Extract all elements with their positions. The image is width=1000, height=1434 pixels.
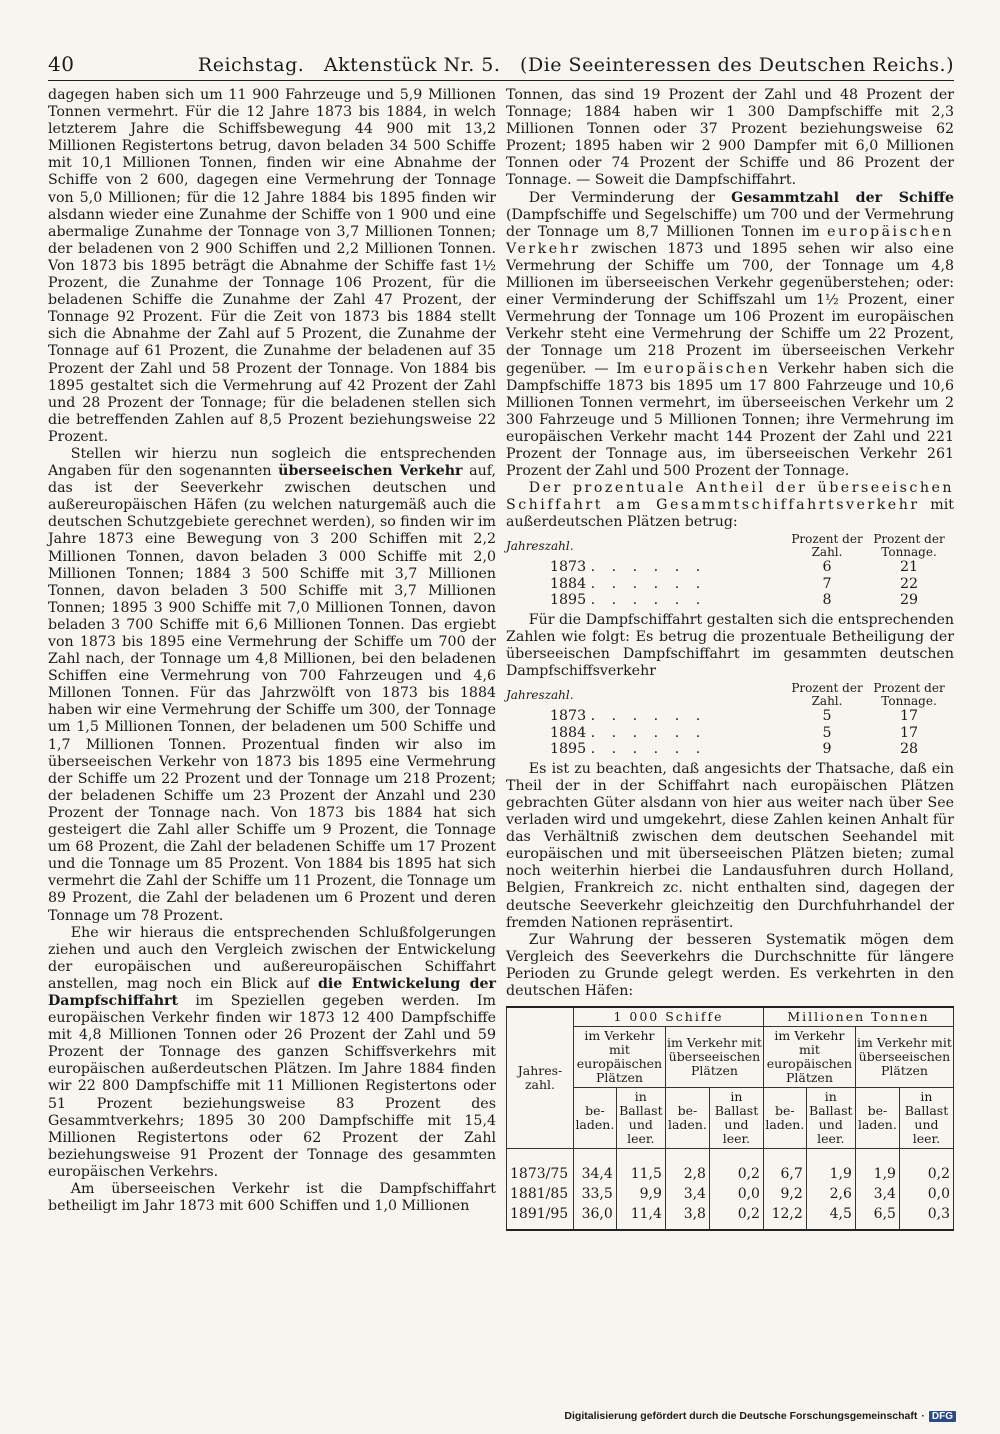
dfg-logo: DFG <box>929 1411 956 1422</box>
paragraph: Es ist zu beachten, daß angesichts der Thatsache, daß ein Theil der in der Schiffahrt nach europäischen Plätzen gebrachten Güter alsdann von hier aus weiter nach über See verladen wird und umgekehrt, diese Zahlen keinen Anhalt für das Verhältniß zwischen dem deutschen Seehandel mit europäischen und mit überseeischen Plätzen bieten; zumal noch weiterhin hierbei die Landausfuhren durch Holland, Belgien, Frankreich zc. nicht enthalten sind, dagegen der deutsche Seeverkehr gleichzeitig den Durchfuhrhandel der fremden Nationen repräsentirt. <box>506 760 954 931</box>
value-cell: 6,7 <box>763 1149 806 1185</box>
value-cell: 0,0 <box>709 1184 763 1204</box>
paragraph <box>506 190 954 481</box>
value-cell: 17 <box>899 708 919 725</box>
value-cell: 9,2 <box>763 1184 806 1204</box>
value-cell: 1,9 <box>806 1149 855 1185</box>
value-cell: 4,5 <box>806 1204 855 1230</box>
column-header: Prozent der Tonnage. <box>873 532 945 560</box>
table-row <box>507 1149 954 1185</box>
page-header <box>48 52 954 81</box>
group-header-tonnage: Millionen Tonnen <box>763 1007 953 1027</box>
group-header-ships: 1 000 Schiffe <box>574 1007 764 1027</box>
paragraph: Zur Wahrung der besseren Systematik mögen dem Vergleich des Seeverkehrs die Durchschnitte für längere Perioden zu Grunde gelegt werden. Es verkehrten in den deutschen Häfen: <box>506 931 954 1000</box>
paragraph: Tonnen, das sind 19 Prozent der Zahl und 48 Prozent der Tonnage; 1884 haben wir 1 300 Dampfschiffe mit 2,3 Millionen Tonnen oder 37 Prozent beziehungsweise 62 Prozent; 1895 haben wir 2 900 Dampfer mit 6,0 Millionen Tonnen oder 74 Prozent der Schiffe und 86 Prozent der Tonnage. — Soweit die Dampfschiffahrt. <box>506 87 954 189</box>
table-label: Jahreszahl. <box>506 539 574 554</box>
value-cell: 17 <box>899 724 919 741</box>
value-cell: 1,9 <box>855 1149 899 1185</box>
table-row <box>507 1204 954 1230</box>
value-cell: 3,4 <box>665 1184 709 1204</box>
table-row: 1895 . . . . . . 9 28 <box>506 741 954 758</box>
right-column <box>506 87 954 1231</box>
year-cell: 1881/85 <box>507 1184 574 1204</box>
value-cell: 0,2 <box>709 1204 763 1230</box>
text-run: Stellen wir hierzu nun sogleich die entsprechenden Angaben für den sogenannten <box>48 445 496 480</box>
col-ballast: in Ballast und leer. <box>899 1088 953 1149</box>
year-cell: 1873/75 <box>507 1149 574 1185</box>
left-column <box>48 87 496 1231</box>
text-run: im Speziellen gegeben werden. Im europäischen Verkehr finden wir 1873 12 400 Dampfschiffe mit 4,8 Millionen Tonnen oder 26 Prozent der Zahl und 59 Prozent der Tonnage des ganzen Schiffsverkehrs mit europäischen außerdeutschen Plätzen. Im Jahre 1884 finden wir 22 800 Dampfschiffe mit 11 Millionen Registertons oder 51 Prozent beziehungsweise 83 Prozent des Gesammtverkehrs; 1895 30 200 Dampfschiffe mit 15,4 Millionen Registertons oder 62 Prozent der Zahl beziehungsweise 91 Prozent der Tonnage des gesammten europäischen Verkehrs. <box>48 992 496 1180</box>
footer-text: Digitalisierung gefördert durch die Deutsche Forschungsgemeinschaft <box>564 1410 918 1422</box>
value-cell: 2,6 <box>806 1184 855 1204</box>
value-cell: 28 <box>899 741 919 758</box>
year-cell: 1895 <box>550 592 587 609</box>
value-cell: 5 <box>822 724 832 741</box>
value-cell: 0,2 <box>899 1149 953 1185</box>
value-cell: 9,9 <box>616 1184 665 1204</box>
value-cell: 9 <box>822 741 832 758</box>
year-cell: 1873 <box>550 708 587 725</box>
table-row: 1895 . . . . . . 8 29 <box>506 592 954 609</box>
table-row: 1884 . . . . . . 5 17 <box>506 725 954 742</box>
year-cell: 1884 <box>550 724 587 741</box>
paragraph: Für die Dampfschiffahrt gestalten sich die entsprechenden Zahlen wie folgt: Es betrug die prozentuale Betheiligung der überseeischen Dampfschiffahrt im gesammten deutschen Dampfschiffsverkehr <box>506 611 954 680</box>
value-cell: 29 <box>899 592 919 609</box>
value-cell: 0,2 <box>709 1149 763 1185</box>
emphasis: Gesammtzahl der Schiffe <box>731 189 954 206</box>
column-header: Prozent der Zahl. <box>791 681 863 709</box>
spaced-text: Der prozentuale Antheil der überseeischen Schiffahrt am Gesammtschiffahrtsverkehr <box>506 480 954 514</box>
text-run: Verkehr haben sich die Dampfschiffe 1873 bis 1895 um 17 800 Fahrzeuge und 10,6 Millionen Tonnen vermehrt, im überseeischen Verkehr um 2 300 Fahrzeuge und 5 Millionen Tonnen; ihre Vermehrung im europäischen Verkehr macht 144 Prozent der Zahl und 221 Prozent der Tonnage aus, im überseeischen Verkehr 261 Prozent der Zahl und 500 Prozent der Tonnage. <box>506 360 954 480</box>
subheader-overseas: im Verkehr mit überseeischen Plätzen <box>855 1027 953 1088</box>
port-traffic-table <box>506 1006 954 1231</box>
subheader-european: im Verkehr mit europäischen Plätzen <box>763 1027 855 1088</box>
value-cell: 11,5 <box>616 1149 665 1185</box>
running-title: Reichstag. Aktenstück Nr. 5. (Die Seeinteressen des Deutschen Reichs.) <box>197 54 954 76</box>
year-cell: 1895 <box>550 741 587 758</box>
column-header: Prozent der Zahl. <box>791 532 863 560</box>
col-beladen: be-laden. <box>855 1088 899 1149</box>
value-cell: 5 <box>822 708 832 725</box>
text-run: auf, das ist der Seeverkehr zwischen deutschen und außereuropäischen Häfen (zu welchen naturgemäß auch die deutschen Schutzgebiete gerechnet werden), so finden wir im Jahre 1873 eine Bewegung von 3 200 Schiffen mit 2,2 Millionen Tonnen, davon beladen 3 000 Schiffe mit 2,0 Millionen Tonnen; 1884 3 500 Schiffe mit 3,7 Millionen Tonnen, davon beladen 3 500 Schiffe mit 3,7 Millionen Tonnen; 1895 3 900 Schiffe mit 7,0 Millionen Tonnen, davon beladen 3 700 Schiffe mit 6,6 Millionen Tonnen. Das ergiebt von 1873 bis 1895 eine Vermehrung der Schiffe um 700 der Zahl nach, der Tonnage um 4,8 Millionen, bei den beladenen Schiffen eine Vermehrung von 700 Fahrzeugen und 4,6 Millonen Tonnen. Für das Jahrzwölft von 1873 bis 1884 haben wir eine Vermehrung der Schiffe um 300, der Tonnage um 1,5 Millionen Tonnen, der beladenen um 500 Schiffe und 1,7 Millionen Tonnen. Prozentual finden wir also im überseeischen Verkehr von 1873 bis 1895 eine Vermehrung der Schiffe um 22 Prozent und der Tonnage um 218 Prozent; der beladenen Schiffe um 23 Prozent der Anzahl und 230 Prozent der Tonnage nach. Von 1873 bis 1884 hat sich gesteigert die Zahl aller Schiffe um 9 Prozent, die Tonnage um 68 Prozent, die Zahl der beladenen Schiffe um 17 Prozent und die Tonnage um 85 Prozent. Von 1884 bis 1895 hat sich vermehrt die Zahl der Schiffe um 11 Prozent, die Tonnage um 89 Prozent, die Zahl der beladenen um 6 Prozent und deren Tonnage um 78 Prozent. <box>48 463 496 924</box>
value-cell: 3,4 <box>855 1184 899 1204</box>
emphasis: überseeischen Verkehr <box>278 463 463 480</box>
value-cell: 6 <box>822 559 832 576</box>
col-beladen: be-laden. <box>574 1088 617 1149</box>
value-cell: 21 <box>899 559 919 576</box>
table-row: 1873 . . . . . . 6 21 <box>506 559 954 576</box>
col-beladen: be-laden. <box>665 1088 709 1149</box>
value-cell: 34,4 <box>574 1149 617 1185</box>
year-cell: 1891/95 <box>507 1204 574 1230</box>
value-cell: 7 <box>822 575 832 592</box>
year-header: Jahres-zahl. <box>507 1007 574 1149</box>
page <box>48 52 954 1231</box>
page-number: 40 <box>48 52 75 76</box>
table-row: 1884 . . . . . . 7 22 <box>506 576 954 593</box>
value-cell: 3,8 <box>665 1204 709 1230</box>
text-run: mit außerdeutschen Plätzen betrug: <box>506 497 954 531</box>
overseas-share-table <box>506 533 954 609</box>
spaced-text: europäischen Verkehr <box>506 223 954 257</box>
col-ballast: in Ballast und leer. <box>806 1088 855 1149</box>
value-cell: 36,0 <box>574 1204 617 1230</box>
column-header: Prozent der Tonnage. <box>873 681 945 709</box>
table-label: Jahreszahl. <box>506 688 574 703</box>
paragraph <box>48 925 496 1181</box>
columns <box>48 87 954 1231</box>
col-beladen: be-laden. <box>763 1088 806 1149</box>
col-ballast: in Ballast und leer. <box>709 1088 763 1149</box>
paragraph <box>48 446 496 925</box>
table-row: 1873 . . . . . . 5 17 <box>506 708 954 725</box>
value-cell: 22 <box>899 575 919 592</box>
digitization-footer: Digitalisierung gefördert durch die Deutsche Forschungsgemeinschaft · DFG <box>564 1410 956 1422</box>
value-cell: 0,3 <box>899 1204 953 1230</box>
col-ballast: in Ballast und leer. <box>616 1088 665 1149</box>
subheader-overseas: im Verkehr mit überseeischen Plätzen <box>665 1027 763 1088</box>
steam-share-table <box>506 682 954 758</box>
value-cell: 8 <box>822 592 832 609</box>
value-cell: 33,5 <box>574 1184 617 1204</box>
paragraph: Am überseeischen Verkehr ist die Dampfschiffahrt betheiligt im Jahr 1873 mit 600 Schiffen und 1,0 Millionen <box>48 1181 496 1215</box>
value-cell: 6,5 <box>855 1204 899 1230</box>
value-cell: 12,2 <box>763 1204 806 1230</box>
year-cell: 1884 <box>550 575 587 592</box>
text-run: Der Verminderung der <box>528 189 732 206</box>
paragraph: dagegen haben sich um 11 900 Fahrzeuge und 5,9 Millionen Tonnen vermehrt. Für die 12 Jahre 1873 bis 1884, in welch letzterem Jahre die Schiffsbewegung 44 900 mit 13,2 Millionen Registertons betrug, davon beladen 34 500 Schiffe mit 10,1 Millionen Tonnen, finden wir eine Abnahme der Schiffe von 2 600, dagegen eine Vermehrung der Tonnage von 5,0 Millionen; für die 12 Jahre 1884 bis 1895 finden wir alsdann wieder eine Zunahme der Schiffe von 1 900 und eine abermalige Zunahme der Tonnage von 3,7 Millionen Tonnen; der beladenen von 2 900 Schiffen und 2,2 Millionen Tonnen. Von 1873 bis 1895 beträgt die Abnahme der Schiffe fast 1½ Prozent, die Zunahme der Tonnage 106 Prozent, für die beladenen Schiffe die Zunahme der Zahl 47 Prozent, der Tonnage 92 Prozent. Für die Zeit von 1873 bis 1884 stellt sich die Abnahme der Zahl auf 5 Prozent, die Zunahme der Tonnage auf 61 Prozent, die Zunahme der beladenen auf 35 Prozent der Zahl und 58 Prozent der Tonnage. Von 1884 bis 1895 gestaltet sich die Vermehrung auf 42 Prozent der Zahl und 28 Prozent der Tonnage; für die beladenen stellen sich die betreffenden Zahlen auf 8,5 Prozent beziehungsweise 22 Prozent. <box>48 87 496 445</box>
emphasis: die Entwickelung der Dampfschiffahrt <box>48 975 497 1009</box>
text-run: Ehe wir hieraus die entsprechenden Schlußfolgerungen ziehen und auch den Vergleich zwischen der Entwickelung der europäischen und außereuropäischen Schiffahrt anstellen, mag noch ein Blick auf <box>48 924 496 992</box>
text-run: zwischen 1873 und 1895 sehen wir also eine Vermehrung der Schiffe um 700, der Tonnage um 4,8 Millionen im überseeischen Verkehr gegenüberstehen; oder: einer Verminderung der Schiffszahl um 1½ Prozent, einer Vermehrung der Tonnage um 106 Prozent im europäischen Verkehr steht eine Vermehrung der Schiffe um 22 Prozent, der Tonnage um 218 Prozent im überseeischen Verkehr gegenüber. — Im <box>506 240 954 377</box>
text-run: (Dampfschiffe und Segelschiffe) um 700 und der Vermehrung der Tonnage um 8,7 Millionen Tonnen im <box>506 206 954 240</box>
spaced-text: europäischen <box>643 360 771 377</box>
table-row <box>507 1184 954 1204</box>
value-cell: 0,0 <box>899 1184 953 1204</box>
value-cell: 2,8 <box>665 1149 709 1185</box>
year-cell: 1873 <box>550 559 587 576</box>
value-cell: 11,4 <box>616 1204 665 1230</box>
paragraph <box>506 480 954 531</box>
subheader-european: im Verkehr mit europäischen Plätzen <box>574 1027 666 1088</box>
